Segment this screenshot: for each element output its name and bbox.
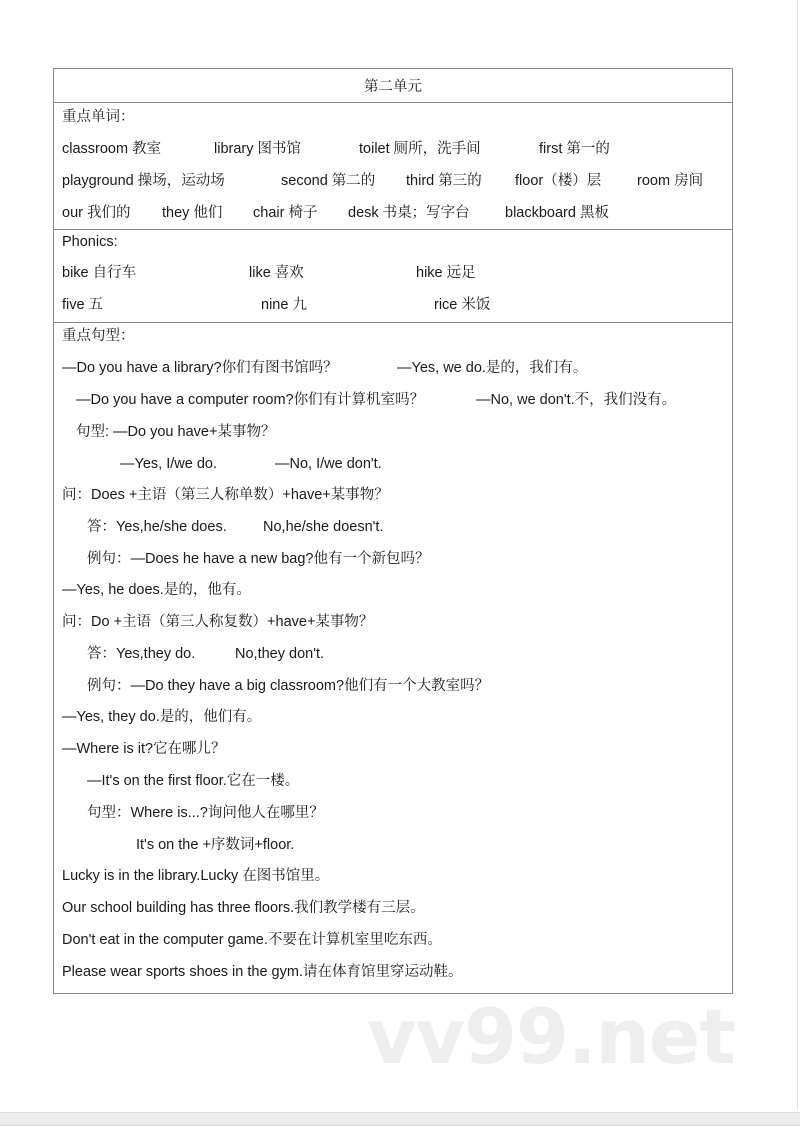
- sentence-line: 答：Yes,he/she does.: [87, 519, 227, 535]
- vocab-item: third 第三的: [406, 173, 482, 189]
- sentence-line: —Do you have a computer room?你们有计算机室吗？: [76, 392, 425, 408]
- phonics-item: like 喜欢: [249, 265, 304, 281]
- vocab-item: room 房间: [637, 173, 704, 189]
- sentence-line: —Where is it?它在哪儿？: [62, 741, 226, 757]
- page-edge: [797, 0, 798, 1110]
- unit-table: [53, 68, 733, 994]
- phonics-heading: Phonics:: [62, 234, 118, 250]
- vocab-item: library 图书馆: [214, 141, 302, 157]
- sentence-line: —It's on the first floor.它在一楼。: [87, 773, 300, 789]
- sentence-line: No,he/she doesn't.: [263, 519, 384, 535]
- sentence-line: 例句：—Do they have a big classroom?他们有一个大教室吗？: [87, 678, 490, 694]
- sentence-line: —No, I/we don't.: [275, 456, 382, 472]
- sentence-line: Please wear sports shoes in the gym.请在体育馆里穿运动鞋。: [62, 964, 463, 980]
- sentence-patterns-heading: 重点句型：: [62, 328, 135, 344]
- watermark: vv99.net: [367, 992, 735, 1081]
- phonics-item: bike 自行车: [62, 265, 137, 281]
- sentence-line: It's on the +序数词+floor.: [136, 837, 295, 853]
- phonics-section: [54, 230, 732, 323]
- sentence-line: 问：Do +主语（第三人称复数）+have+某事物？: [62, 614, 374, 630]
- sentence-line: 句型: —Do you have+某事物？: [76, 424, 276, 440]
- sentence-line: Lucky is in the library.Lucky 在图书馆里。: [62, 868, 330, 884]
- sentence-line: Our school building has three floors.我们教学楼有三层。: [62, 900, 425, 916]
- vocab-item: blackboard 黑板: [505, 205, 609, 221]
- vocab-item: toilet 厕所，洗手间: [359, 141, 481, 157]
- vocab-item: first 第一的: [539, 141, 610, 157]
- sentence-line: —Do you have a library?你们有图书馆吗？: [62, 360, 338, 376]
- vocab-item: floor（楼）层: [515, 173, 602, 189]
- sentence-line: No,they don't.: [235, 646, 325, 662]
- phonics-item: nine 九: [261, 297, 307, 313]
- vocabulary-heading: 重点单词：: [62, 109, 135, 125]
- vocab-item: chair 椅子: [253, 205, 318, 221]
- vocab-item: they 他们: [162, 205, 223, 221]
- sentence-line: —Yes, we do.是的，我们有。: [397, 360, 588, 376]
- phonics-item: rice 米饭: [434, 297, 491, 313]
- sentence-line: Don't eat in the computer game.不要在计算机室里吃东西。: [62, 932, 442, 948]
- sentence-line: —Yes, he does.是的，他有。: [62, 582, 251, 598]
- unit-title-row: [54, 69, 732, 103]
- sentence-line: 例句：—Does he have a new bag?他有一个新包吗？: [87, 551, 430, 567]
- vocab-item: second 第二的: [281, 173, 376, 189]
- page-separator: [0, 1112, 800, 1126]
- phonics-item: five 五: [62, 297, 104, 313]
- sentence-line: —Yes, I/we do.: [120, 456, 217, 472]
- sentence-patterns-section: [54, 323, 732, 993]
- vocab-item: desk 书桌；写字台: [348, 205, 470, 221]
- sentence-line: 句型：Where is...?询问他人在哪里？: [87, 805, 324, 821]
- sentence-line: 答：Yes,they do.: [87, 646, 196, 662]
- sentence-line: 问：Does +主语（第三人称单数）+have+某事物？: [62, 487, 389, 503]
- sentence-line: —No, we don't.不，我们没有。: [476, 392, 677, 408]
- vocab-item: classroom 教室: [62, 141, 162, 157]
- vocab-item: our 我们的: [62, 205, 131, 221]
- phonics-item: hike 远足: [416, 265, 476, 281]
- vocabulary-section: [54, 103, 732, 230]
- sentence-line: —Yes, they do.是的，他们有。: [62, 709, 262, 725]
- vocab-item: playground 操场，运动场: [62, 173, 225, 189]
- unit-title: 第二单元: [364, 79, 422, 95]
